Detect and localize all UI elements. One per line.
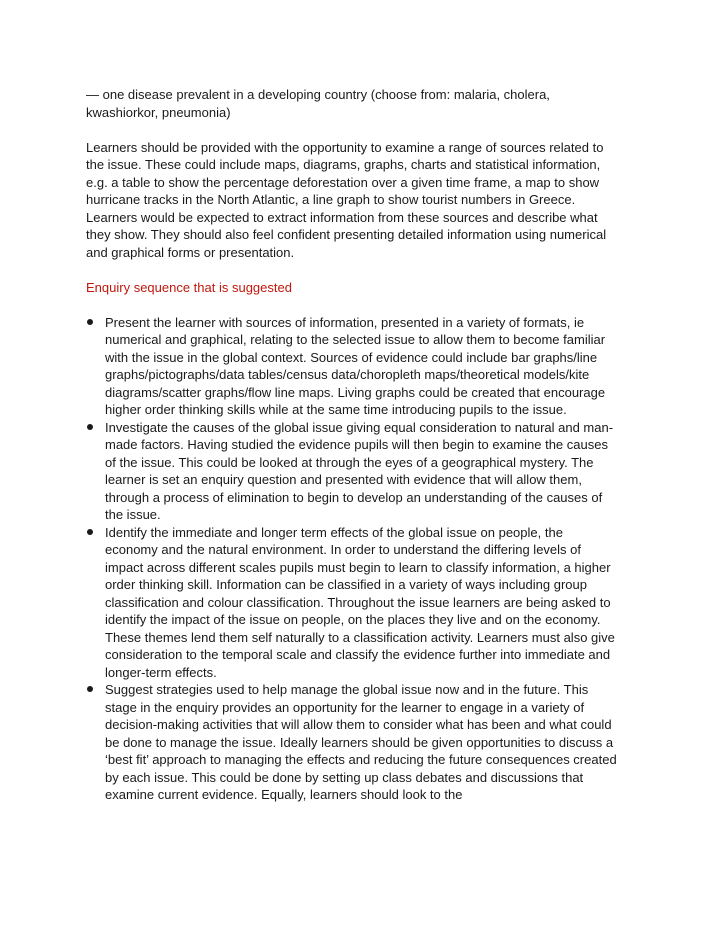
expectation-paragraph: Learners would be expected to extract information from these sources and describe what they show. They should also feel confident presenting detailed information using numerical and graphical forms or presentation. — [86, 209, 607, 260]
paragraph-spacer — [86, 296, 618, 314]
list-item-text: Present the learner with sources of information, presented in a variety of formats, ie numerical and graphical, relating to the selected issue to allow them to become familiar with the issue in the global context. Sources of evidence could include bar graphs/line graphs/pictographs/data tables/census data/choropleth maps/theoretical models/kite diagrams/scatter graphs/flow line maps. Living graphs could be created that encourage higher order thinking skills while at the same time introducing pupils to the issue. — [105, 314, 606, 417]
list-item-text: Suggest strategies used to help manage the global issue now and in the future. This stage in the enquiry provides an opportunity for the learner to engage in a variety of decision-making activities that will allow them to consider what has been and what could be done to manage the issue. Ideally learners should be given opportunities to discuss a ‘best fit’ approach to managing the effects and reducing the future consequences created by each issue. This could be done by setting up class debates and discussions that examine current evidence. Equally, learners should look to the — [105, 682, 617, 802]
list-item-text: Investigate the causes of the global issue giving equal consideration to natural and man-made factors. Having studied the evidence pupils will then begin to examine the causes of the issue. This could be looked at through the eyes of a geographical mystery. The learner is set an enquiry question and presented with evidence that will allow them, through a process of elimination to begin to develop an understanding of the causes of the issue. — [105, 419, 614, 522]
list-item — [86, 681, 618, 804]
enquiry-heading: Enquiry sequence that is suggested — [86, 279, 292, 295]
enquiry-bullet-list — [86, 314, 618, 804]
paragraph-spacer — [86, 121, 618, 139]
document-page — [86, 86, 618, 804]
bullet-icon — [87, 686, 93, 692]
disease-choice-line: — one disease prevalent in a developing country (choose from: malaria, cholera, kwashiorkor, pneumonia) — [86, 87, 550, 120]
paragraph-spacer — [86, 261, 618, 279]
bullet-icon — [87, 424, 93, 430]
list-item — [86, 419, 618, 524]
list-item — [86, 314, 618, 419]
list-item-text: Identify the immediate and longer term effects of the global issue on people, the economy and the natural environment. In order to understand the differing levels of impact across different scales pupils must begin to learn to classify information, a higher order thinking skill. Information can be classified in a variety of ways including group classification and colour classification. Throughout the issue learners are being asked to identify the impact of the issue on people, on the places they live and on the economy. These themes lend them self naturally to a classification activity. Learners must also give consideration to the temporal scale and classify the evidence further into immediate and longer-term effects. — [105, 524, 615, 680]
sources-paragraph: Learners should be provided with the opportunity to examine a range of sources related to the issue. These could include maps, diagrams, graphs, charts and statistical information, e.g. a table to show the percentage deforestation over a given time frame, a map to show hurricane tracks in the North Atlantic, a line graph to show tourist numbers in Greece. — [86, 139, 604, 207]
bullet-icon — [87, 319, 93, 325]
bullet-icon — [87, 529, 93, 535]
list-item — [86, 524, 618, 682]
